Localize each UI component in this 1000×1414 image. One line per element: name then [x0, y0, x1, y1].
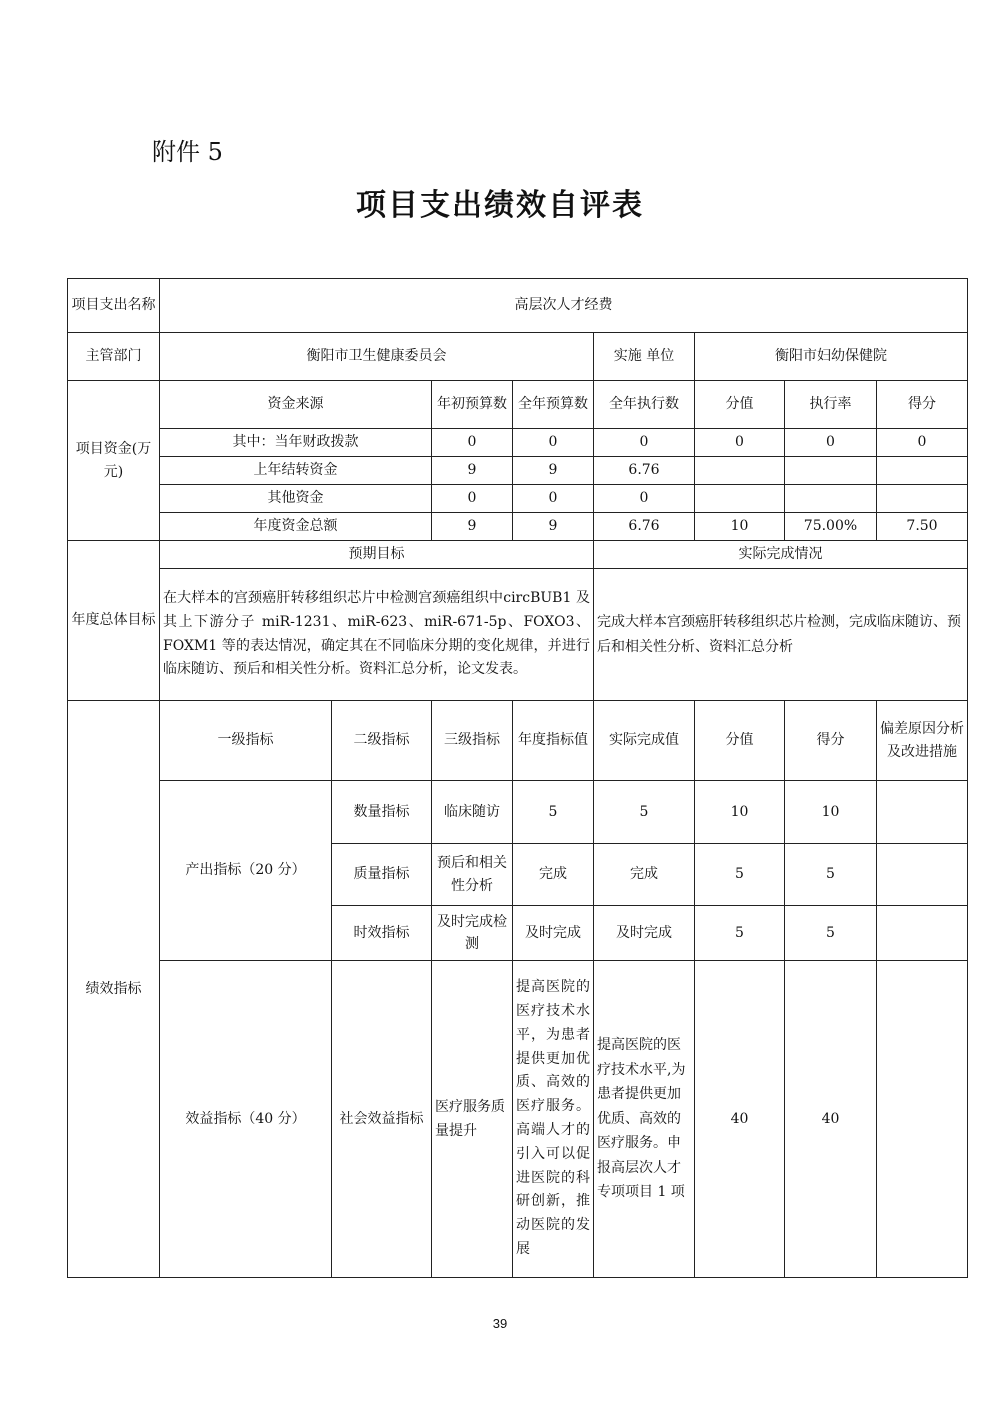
funds-header: 执行率	[785, 381, 877, 429]
perf-cell: 及时完成	[513, 906, 594, 961]
page-number: 39	[492, 1316, 508, 1331]
funds-cell	[695, 457, 785, 485]
funds-cell	[877, 457, 968, 485]
funds-cell	[785, 457, 877, 485]
perf-cell: 数量指标	[332, 781, 432, 844]
funds-header: 得分	[877, 381, 968, 429]
funds-header: 全年执行数	[594, 381, 695, 429]
perf-cell	[877, 781, 968, 844]
funds-cell: 0	[695, 429, 785, 457]
expected-goal-header: 预期目标	[160, 541, 594, 569]
unit-value: 衡阳市妇幼保健院	[695, 333, 968, 381]
funds-row	[68, 429, 968, 457]
project-name-value: 高层次人才经费	[160, 279, 968, 333]
benefit-indicator-label: 效益指标（40 分）	[160, 961, 332, 1278]
funds-cell: 9	[513, 513, 594, 541]
perf-cell: 5	[695, 906, 785, 961]
perf-cell: 完成	[513, 844, 594, 906]
perf-cell: 时效指标	[332, 906, 432, 961]
performance-label: 绩效指标	[68, 701, 160, 1278]
funds-cell: 其他资金	[160, 485, 432, 513]
output-row	[68, 781, 968, 844]
funds-header: 年初预算数	[432, 381, 513, 429]
funds-cell: 其中：当年财政拨款	[160, 429, 432, 457]
benefit-tertiary: 医疗服务质量提升	[432, 961, 513, 1278]
actual-completion-header: 实际完成情况	[594, 541, 968, 569]
perf-header: 二级指标	[332, 701, 432, 781]
funds-cell	[785, 485, 877, 513]
funds-cell: 年度资金总额	[160, 513, 432, 541]
funds-cell: 0	[513, 485, 594, 513]
benefit-deviation	[877, 961, 968, 1278]
perf-cell: 10	[695, 781, 785, 844]
perf-header: 年度指标值	[513, 701, 594, 781]
funds-cell: 75.00%	[785, 513, 877, 541]
perf-cell: 临床随访	[432, 781, 513, 844]
funds-header: 全年预算数	[513, 381, 594, 429]
funds-header: 分值	[695, 381, 785, 429]
page-title: 项目支出绩效自评表	[356, 188, 644, 223]
perf-cell: 5	[785, 844, 877, 906]
perf-cell	[877, 906, 968, 961]
unit-label: 实施 单位	[594, 333, 695, 381]
benefit-target: 提高医院的医疗技术水平，为患者提供更加优质、高效的医疗服务。高端人才的引入可以促进医院的科研创新，推动医院的发展	[513, 961, 594, 1278]
perf-cell: 完成	[594, 844, 695, 906]
perf-cell: 预后和相关性分析	[432, 844, 513, 906]
perf-cell: 及时完成检测	[432, 906, 513, 961]
dept-label: 主管部门	[68, 333, 160, 381]
funds-row	[68, 513, 968, 541]
funds-cell: 9	[432, 457, 513, 485]
attachment-label: 附件 5	[152, 138, 223, 166]
funds-row	[68, 485, 968, 513]
funds-cell: 0	[594, 485, 695, 513]
perf-cell	[877, 844, 968, 906]
benefit-score: 40	[695, 961, 785, 1278]
funds-cell: 0	[513, 429, 594, 457]
funds-cell: 6.76	[594, 513, 695, 541]
perf-cell: 10	[785, 781, 877, 844]
dept-value: 衡阳市卫生健康委员会	[160, 333, 594, 381]
output-indicator-label: 产出指标（20 分）	[160, 781, 332, 961]
benefit-row	[68, 961, 968, 1278]
perf-header: 分值	[695, 701, 785, 781]
perf-cell: 质量指标	[332, 844, 432, 906]
funds-cell: 9	[513, 457, 594, 485]
funds-cell: 上年结转资金	[160, 457, 432, 485]
funds-label: 项目资金(万元)	[68, 381, 160, 541]
perf-header: 得分	[785, 701, 877, 781]
perf-cell: 5	[594, 781, 695, 844]
perf-cell: 5	[513, 781, 594, 844]
performance-table	[67, 278, 968, 1278]
funds-cell: 7.50	[877, 513, 968, 541]
funds-cell: 10	[695, 513, 785, 541]
perf-header: 一级指标	[160, 701, 332, 781]
expected-goal-text: 在大样本的宫颈癌肝转移组织芯片中检测宫颈癌组织中circBUB1 及其上下游分子 miR-1231、miR-623、miR-671-5p、FOXO3、FOXM1 等的表达情况，确定其在不同临床分期的变化规律，并进行临床随访、预后和相关性分析。资料汇总分析，论文发表。	[160, 569, 594, 701]
actual-completion-text: 完成大样本宫颈癌肝转移组织芯片检测，完成临床随访、预后和相关性分析、资料汇总分析	[594, 569, 968, 701]
benefit-secondary: 社会效益指标	[332, 961, 432, 1278]
goals-label: 年度总体目标	[68, 541, 160, 701]
perf-header: 偏差原因分析及改进措施	[877, 701, 968, 781]
funds-header-source: 资金来源	[160, 381, 432, 429]
funds-cell: 0	[785, 429, 877, 457]
perf-cell: 5	[785, 906, 877, 961]
funds-cell: 0	[432, 429, 513, 457]
perf-header: 三级指标	[432, 701, 513, 781]
funds-cell: 9	[432, 513, 513, 541]
funds-row	[68, 457, 968, 485]
funds-cell: 0	[877, 429, 968, 457]
funds-cell: 0	[432, 485, 513, 513]
funds-cell	[877, 485, 968, 513]
funds-cell: 6.76	[594, 457, 695, 485]
perf-cell: 5	[695, 844, 785, 906]
project-name-label: 项目支出名称	[68, 279, 160, 333]
funds-cell	[695, 485, 785, 513]
perf-header: 实际完成值	[594, 701, 695, 781]
perf-cell: 及时完成	[594, 906, 695, 961]
benefit-got: 40	[785, 961, 877, 1278]
funds-cell: 0	[594, 429, 695, 457]
benefit-actual: 提高医院的医疗技术水平,为患者提供更加优质、高效的医疗服务。申报高层次人才专项项目 1 项	[594, 961, 695, 1278]
